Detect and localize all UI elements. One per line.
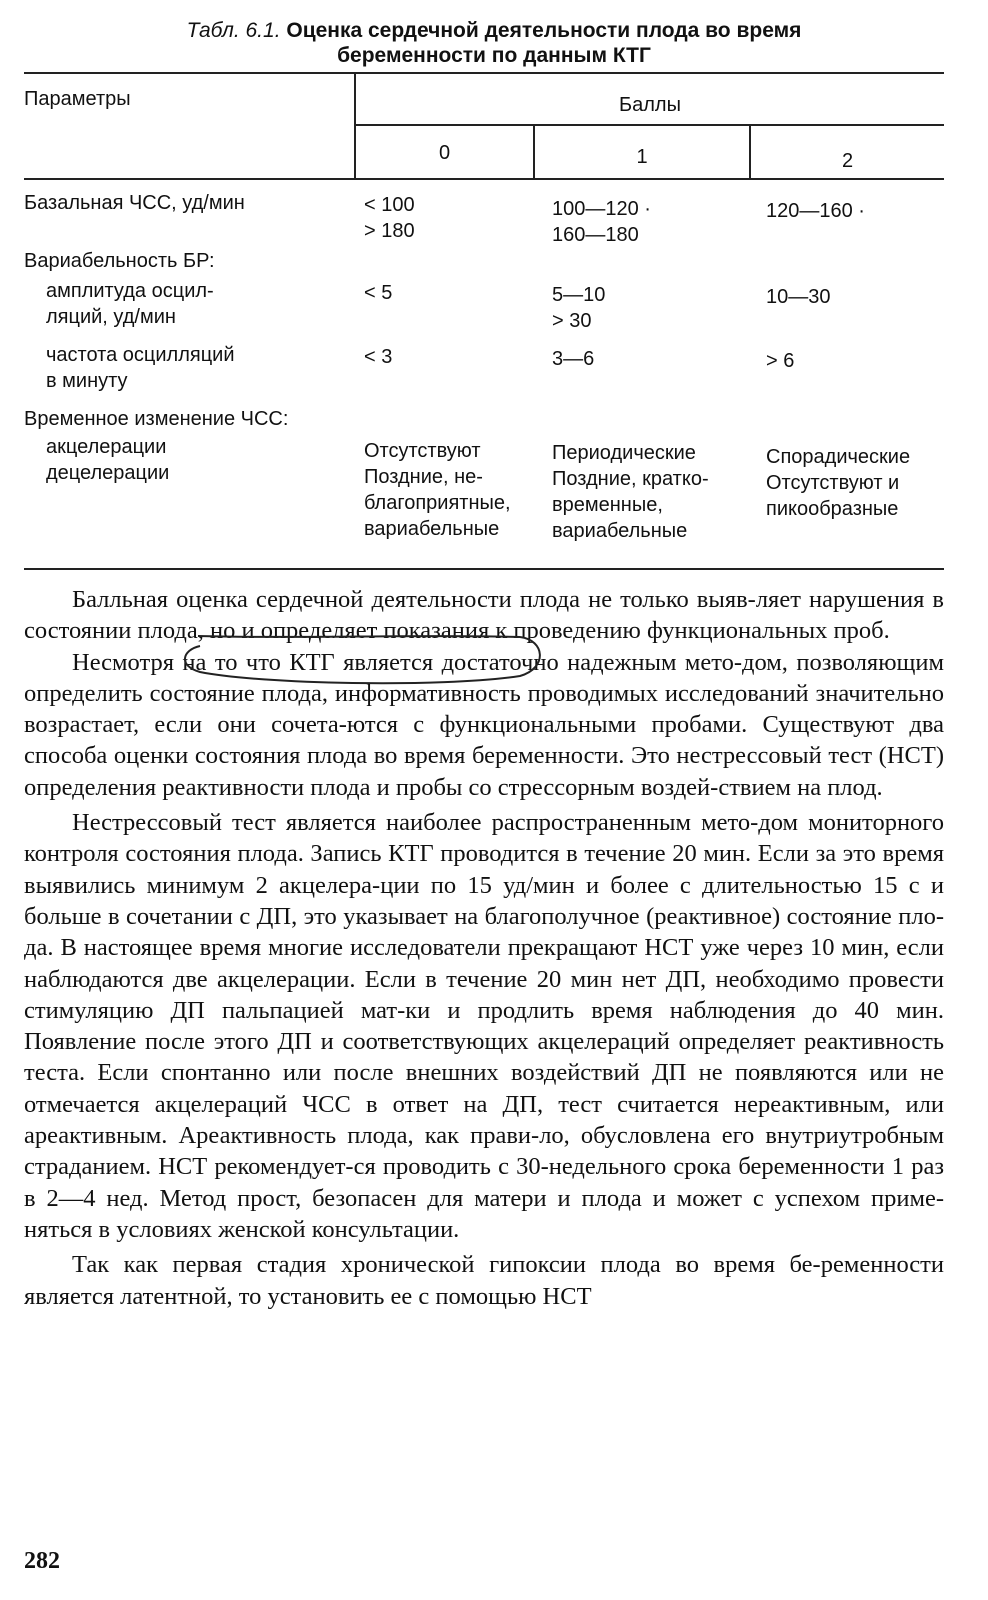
paragraph-2: Несмотря на то что КТГ является достаточно надежным мето-дом, позволяющим определить состояние плода, информативность проводимых исследований значительно возрастает, если они сочета-ются с функциональными пробами. Существуют два способа оценки состояния плода во время беременности. Это нестрессовый тест (НСТ) определения реактивности плода и пробы со стрессорным воздей-ствием на плод. <box>24 648 944 801</box>
row-label-frequency: частота осцилляций в минуту <box>46 344 235 392</box>
table-top-rule <box>24 72 944 74</box>
ctg-score-table <box>24 72 944 577</box>
row-heading-variability: Вариабельность БР: <box>24 250 215 272</box>
table-label: Табл. 6.1. <box>186 19 281 42</box>
caption-line-1: Оценка сердечной деятельности плода во время <box>286 19 802 42</box>
score-col-1: 1 <box>636 146 648 168</box>
header-scores: Баллы <box>619 94 681 116</box>
amplitude-score-1: 5—10 > 30 <box>552 284 606 332</box>
accel-decel-score-0: Отсутствуют Поздние, не- благоприятные, вариабельные <box>364 440 511 540</box>
amplitude-score-2: 10—30 <box>766 286 831 308</box>
frequency-score-2: > 6 <box>766 350 795 372</box>
header-params: Параметры <box>24 88 131 110</box>
row-label-amplitude: амплитуда осцил- ляций, уд/мин <box>46 280 214 328</box>
basal-hr-score-2: 120—160 · <box>766 200 865 222</box>
frequency-score-0: < 3 <box>364 346 393 368</box>
frequency-score-1: 3—6 <box>552 348 595 370</box>
paragraph-1 <box>24 584 944 647</box>
accel-decel-score-1: Периодические Поздние, кратко- временные, вариабельные <box>552 442 709 542</box>
circled-phrase: функциональных проб. <box>646 617 890 645</box>
table-bottom-rule <box>24 568 944 570</box>
score-col-2: 2 <box>841 150 854 172</box>
basal-hr-score-1: 100—120 · 160—180 <box>552 198 651 246</box>
row-heading-temporal: Временное изменение ЧСС: <box>24 408 289 430</box>
basal-hr-score-0: < 100 > 180 <box>364 194 415 242</box>
paragraph-1-text: Балльная оценка сердечной деятельности плода не только выяв-ляет нарушения в состоянии плода, но и определяет показания к проведению <box>24 586 944 645</box>
row-label-accel-decel: акцелерации децелерации <box>46 436 170 484</box>
page-number: 282 <box>24 1548 60 1574</box>
caption-line-2: беременности по данным КТГ <box>337 44 651 67</box>
body-text <box>24 584 944 1312</box>
row-label-basal-hr: Базальная ЧСС, уд/мин <box>24 192 245 214</box>
amplitude-score-0: < 5 <box>364 282 393 304</box>
scores-subheader-rule <box>354 124 944 126</box>
accel-decel-score-2: Спорадические Отсутствуют и пикообразные <box>766 446 911 520</box>
header-bottom-rule <box>24 178 944 180</box>
table-caption <box>0 18 988 68</box>
score-col-0: 0 <box>438 142 451 164</box>
paragraph-3: Нестрессовый тест является наиболее распространенным мето-дом мониторного контроля состояния плода. Запись КТГ проводится в течение 20 мин. Если за это время выявились минимум 2 акцелера-ции по 15 уд/мин и более с длительностью 15 с и больше в сочетании с ДП, это указывает на благополучное (реактивное) состояние пло-да. В настоящее время многие исследователи прекращают НСТ уже через 10 мин, если наблюдаются две акцелерации. Если в течение 20 мин нет ДП, необходимо провести стимуляцию ДП пальпацией мат-ки и продлить время наблюдения до 40 мин. Появление после этого ДП и соответствующих акцелераций определяет реактивность теста. Если спонтанно или после внешних воздействий ДП не появляются или не отмечается акцелераций ЧСС в ответ на ДП, тест считается нереактивным, или ареактивным. Ареактивность плода, как прави-ло, обусловлена его внутриутробным страданием. НСТ рекомендует-ся проводить с 30-недельного срока беременности 1 раз в 2—4 нед. Метод прост, безопасен для матери и плода и может с успехом приме-няться в условиях женской консультации. <box>24 809 944 1243</box>
paragraph-4: Так как первая стадия хронической гипоксии плода во время бе-ременности является латентной, то установить ее с помощью НСТ <box>24 1251 944 1310</box>
